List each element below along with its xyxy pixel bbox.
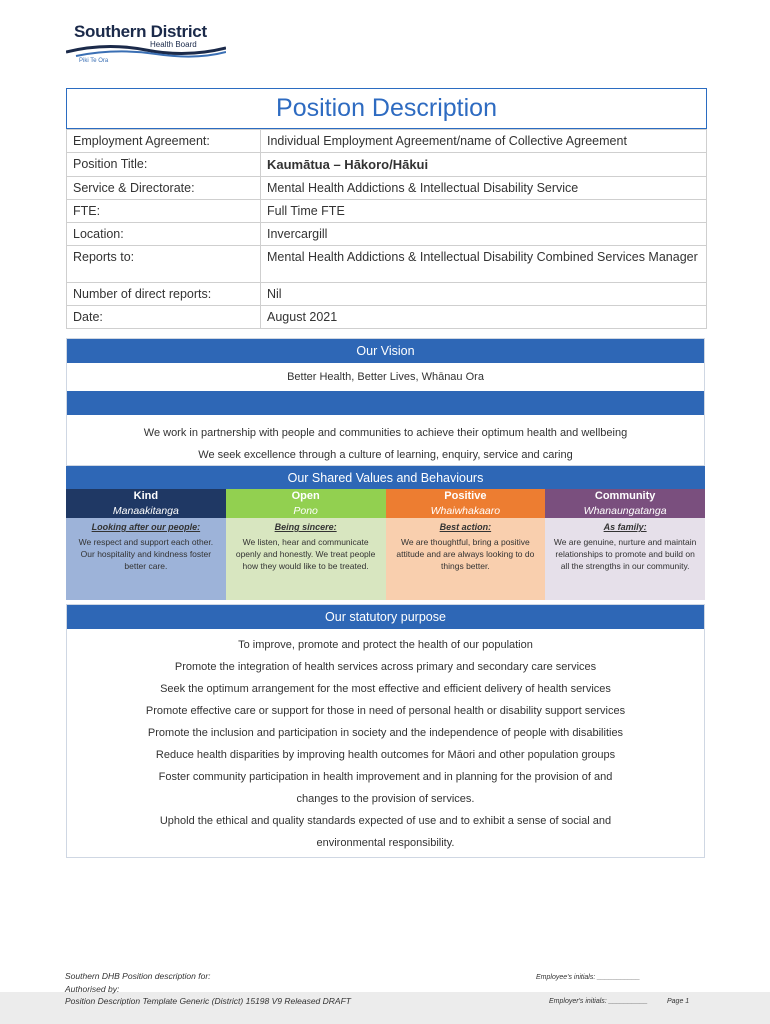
detail-value: August 2021 (261, 306, 707, 329)
purpose-line: Promote the inclusion and participation in society and the independence of people with disabilities (147, 727, 624, 739)
purpose-heading: Our statutory purpose (67, 605, 704, 629)
detail-label: Number of direct reports: (67, 283, 261, 306)
detail-label: Location: (67, 223, 261, 246)
mission-line: We work in partnership with people and communities to achieve their optimum health and wellbeing (143, 427, 628, 439)
page-title: Position Description (276, 94, 497, 122)
value-title: Being sincere: (274, 522, 337, 532)
detail-label: Date: (67, 306, 261, 329)
table-row (67, 177, 707, 200)
mission-bar (67, 391, 704, 415)
value-positive (386, 489, 546, 600)
purpose-line: environmental responsibility. (316, 837, 455, 849)
purpose-line: To improve, promote and protect the health of our population (238, 639, 533, 651)
value-name: Community (545, 489, 705, 504)
detail-value: Individual Employment Agreement/name of Collective Agreement (261, 130, 707, 153)
detail-label: Position Title: (67, 153, 261, 177)
value-title: Best action: (439, 522, 492, 532)
purpose-list (67, 629, 704, 854)
detail-value: Invercargill (261, 223, 707, 246)
value-open (226, 489, 386, 600)
footer-authorised-by: Authorised by: (65, 984, 120, 994)
table-row (67, 306, 707, 329)
value-text: We respect and support each other. Our hospitality and kindness foster better care. (78, 537, 214, 571)
sdhb-logo (66, 18, 236, 70)
value-kind (66, 489, 226, 600)
detail-label: Service & Directorate: (67, 177, 261, 200)
value-body (545, 518, 705, 600)
logo-wave-icon (66, 44, 226, 58)
vision-panel (66, 338, 705, 466)
detail-label: Employment Agreement: (67, 130, 261, 153)
footer-template-name: Position Description Template Generic (District) 15198 V9 Released DRAFT (65, 996, 351, 1006)
page-footer (0, 968, 770, 1024)
logo-tagline: Piki Te Ora (79, 58, 109, 64)
value-community (545, 489, 705, 600)
detail-label: FTE: (67, 200, 261, 223)
detail-value: Kaumātua – Hākoro/Hākui (261, 153, 707, 177)
value-maori: Pono (226, 504, 386, 518)
table-row (67, 223, 707, 246)
footer-employee-initials: Employee's initials: ___________ (536, 974, 641, 981)
purpose-line: Reduce health disparities by improving health outcomes for Māori and other population groups (155, 749, 616, 761)
purpose-panel (66, 604, 705, 858)
vision-heading: Our Vision (67, 339, 704, 363)
value-text: We are genuine, nurture and maintain relationships to promote and build on all the strengths in our community. (553, 537, 697, 571)
vision-text: Better Health, Better Lives, Whānau Ora (287, 371, 484, 383)
purpose-line: Seek the optimum arrangement for the most effective and efficient delivery of health services (160, 683, 611, 695)
detail-value: Mental Health Addictions & Intellectual Disability Service (261, 177, 707, 200)
purpose-line: Foster community participation in health improvement and in planning for the provision of and (158, 771, 613, 783)
purpose-line: Promote effective care or support for those in need of personal health or disability support services (145, 705, 626, 717)
footer-page-number: Page 1 (667, 998, 690, 1005)
detail-value: Nil (261, 283, 707, 306)
purpose-line: Promote the integration of health services across primary and secondary care services (174, 661, 597, 673)
value-maori: Whaiwhakaaro (386, 504, 546, 518)
value-maori: Whanaungatanga (545, 504, 705, 518)
purpose-line: changes to the provision of services. (296, 793, 475, 805)
table-row (67, 283, 707, 306)
value-text: We listen, hear and communicate openly and honestly. We treat people how they would like to be treated. (235, 537, 376, 571)
position-details-table (66, 129, 707, 329)
value-body (66, 518, 226, 600)
position-description-header (66, 88, 707, 129)
table-row (67, 200, 707, 223)
value-name: Kind (66, 489, 226, 504)
table-row (67, 130, 707, 153)
value-name: Open (226, 489, 386, 504)
mission-line: We seek excellence through a culture of learning, enquiry, service and caring (198, 449, 573, 461)
values-heading: Our Shared Values and Behaviours (66, 466, 705, 489)
footer-employer-initials: Employer's initials: __________ (549, 998, 648, 1005)
detail-value: Full Time FTE (261, 200, 707, 223)
value-maori: Manaakitanga (66, 504, 226, 518)
detail-label: Reports to: (67, 246, 261, 283)
purpose-line: Uphold the ethical and quality standards expected of use and to exhibit a sense of social and (159, 815, 612, 827)
table-row (67, 246, 707, 283)
detail-value: Mental Health Addictions & Intellectual Disability Combined Services Manager (261, 246, 707, 283)
logo-name: Southern District (74, 22, 207, 41)
logo-subtitle: Health Board (150, 40, 197, 49)
value-body (226, 518, 386, 600)
value-text: We are thoughtful, bring a positive attitude and are always looking to do things better. (396, 537, 535, 571)
value-title: Looking after our people: (91, 522, 201, 532)
table-row (67, 153, 707, 177)
value-name: Positive (386, 489, 546, 504)
values-grid (66, 489, 705, 600)
footer-description-for: Southern DHB Position description for: (65, 971, 211, 981)
value-title: As family: (603, 522, 647, 532)
value-body (386, 518, 546, 600)
